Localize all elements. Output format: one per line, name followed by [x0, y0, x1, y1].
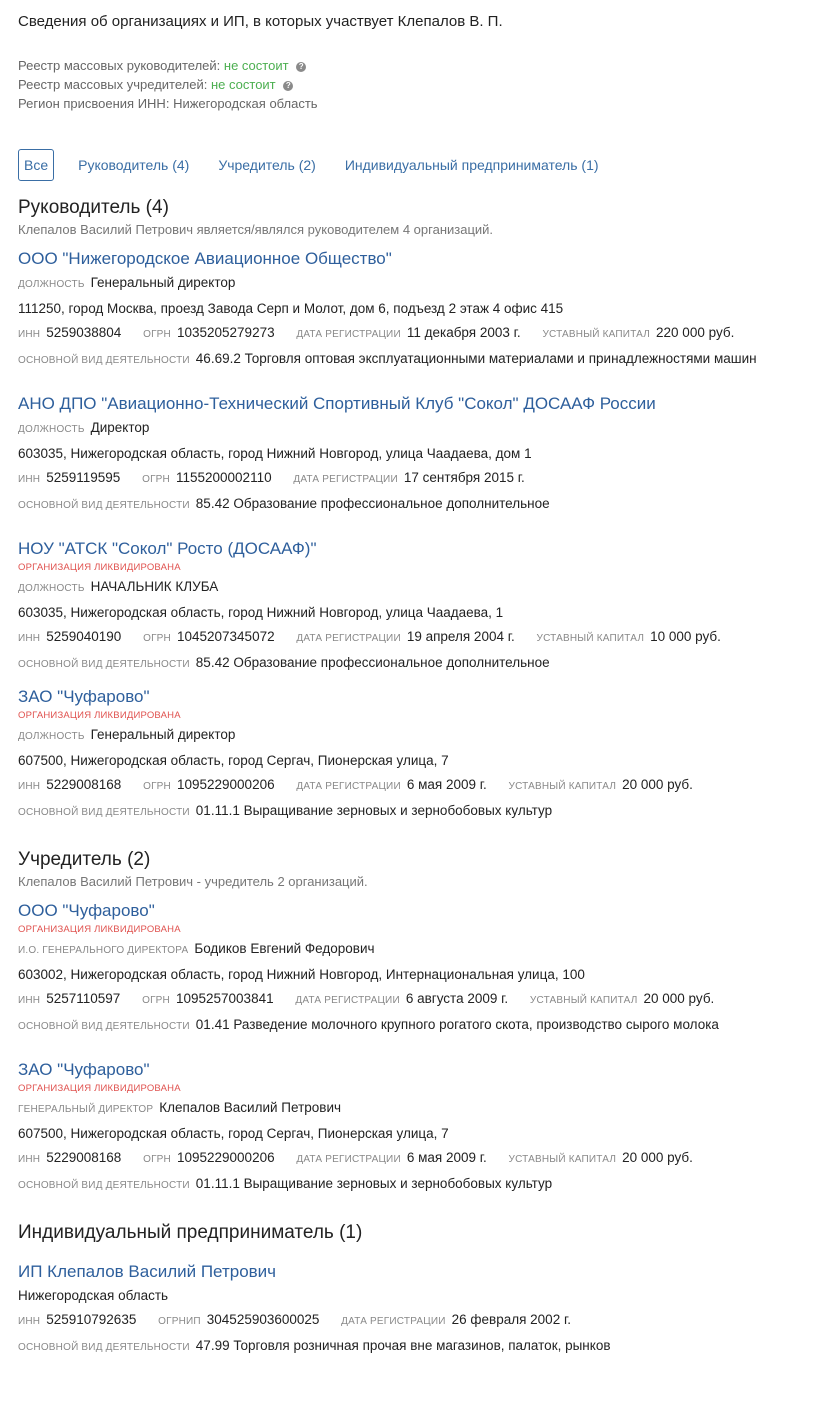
activity-label: ОСНОВНОЙ ВИД ДЕЯТЕЛЬНОСТИ — [18, 1342, 190, 1353]
ogrn-label: ОГРН — [143, 781, 171, 792]
founders-section-subtitle: Клепалов Василий Петрович - учредитель 2 организаций. — [18, 874, 368, 889]
activity-row — [18, 347, 811, 373]
activity-row — [18, 799, 811, 825]
activity-value: 85.42 Образование профессиональное дополнительное — [195, 655, 550, 670]
activity-label: ОСНОВНОЙ ВИД ДЕЯТЕЛЬНОСТИ — [18, 1021, 190, 1032]
liquidated-badge: ОРГАНИЗАЦИЯ ЛИКВИДИРОВАНА — [18, 1083, 181, 1094]
region-value: Нижегородская область — [173, 96, 318, 111]
inn-value: 525910792635 — [46, 1312, 137, 1327]
inn-value: 5259040190 — [46, 629, 122, 644]
liquidated-badge: ОРГАНИЗАЦИЯ ЛИКВИДИРОВАНА — [18, 710, 181, 721]
mass-heads-label: Реестр массовых руководителей: — [18, 58, 221, 73]
ogrnip-label: ОГРНИП — [158, 1316, 201, 1327]
reg-date-label: ДАТА РЕГИСТРАЦИИ — [293, 474, 398, 485]
inn-value: 5257110597 — [46, 991, 121, 1006]
acting-ceo-label: И.О. ГЕНЕРАЛЬНОГО ДИРЕКТОРА — [18, 945, 189, 956]
position-value: Директор — [90, 420, 150, 435]
requisites-row — [18, 466, 811, 492]
capital-value: 10 000 руб. — [650, 629, 721, 644]
address: 607500, Нижегородская область, город Сергач, Пионерская улица, 7 — [18, 753, 449, 768]
activity-label: ОСНОВНОЙ ВИД ДЕЯТЕЛЬНОСТИ — [18, 355, 190, 366]
capital-value: 20 000 руб. — [622, 777, 693, 792]
heads-section-subtitle: Клепалов Василий Петрович является/являлся руководителем 4 организаций. — [18, 222, 494, 237]
activity-value: 01.11.1 Выращивание зерновых и зернобобовых культур — [195, 803, 553, 818]
reg-date-value: 19 апреля 2004 г. — [406, 629, 515, 644]
position-row — [18, 271, 811, 297]
position-row — [18, 575, 811, 601]
ogrn-label: ОГРН — [143, 633, 171, 644]
activity-value: 47.99 Торговля розничная прочая вне магазинов, палаток, рынков — [195, 1338, 611, 1353]
org-card — [18, 899, 811, 1039]
address: 603035, Нижегородская область, город Нижний Новгород, улица Чаадаева, дом 1 — [18, 446, 532, 461]
activity-row — [18, 651, 811, 677]
ip-name-link[interactable]: ИП Клепалов Василий Петрович — [18, 1262, 277, 1281]
mass-heads-line — [18, 56, 811, 75]
ogrn-label: ОГРН — [143, 329, 171, 340]
ogrn-value: 1045207345072 — [176, 629, 275, 644]
position-label: ДОЛЖНОСТЬ — [18, 583, 85, 594]
founders-section-title: Учредитель (2) — [18, 849, 151, 870]
position-label: ДОЛЖНОСТЬ — [18, 731, 85, 742]
capital-label: УСТАВНЫЙ КАПИТАЛ — [536, 633, 645, 644]
reg-date-label: ДАТА РЕГИСТРАЦИИ — [341, 1316, 446, 1327]
reg-date-label: ДАТА РЕГИСТРАЦИИ — [296, 781, 401, 792]
inn-value: 5259119595 — [46, 470, 121, 485]
activity-row — [18, 492, 811, 518]
reg-date-value: 17 сентября 2015 г. — [403, 470, 525, 485]
org-name-link[interactable]: НОУ "АТСК "Сокол" Росто (ДОСААФ)" — [18, 539, 317, 558]
inn-label: ИНН — [18, 329, 41, 340]
activity-value: 01.41 Разведение молочного крупного рогатого скота, производство сырого молока — [195, 1017, 719, 1032]
region-label: Регион присвоения ИНН: — [18, 96, 170, 111]
ogrn-value: 1035205279273 — [176, 325, 275, 340]
activity-value: 01.11.1 Выращивание зерновых и зернобобовых культур — [195, 1176, 553, 1191]
mass-founders-value: не состоит — [210, 77, 276, 92]
position-row — [18, 416, 811, 442]
person-value: Бодиков Евгений Федорович — [194, 941, 375, 956]
address: 607500, Нижегородская область, город Сергач, Пионерская улица, 7 — [18, 1126, 449, 1141]
tab-heads[interactable]: Руководитель (4) — [78, 157, 190, 173]
inn-label: ИНН — [18, 633, 41, 644]
ogrnip-value: 304525903600025 — [206, 1312, 320, 1327]
activity-label: ОСНОВНОЙ ВИД ДЕЯТЕЛЬНОСТИ — [18, 500, 190, 511]
tab-ip[interactable]: Индивидуальный предприниматель (1) — [344, 157, 599, 173]
activity-row — [18, 1334, 811, 1360]
heads-section-title: Руководитель (4) — [18, 197, 169, 218]
activity-label: ОСНОВНОЙ ВИД ДЕЯТЕЛЬНОСТИ — [18, 1180, 190, 1191]
ogrn-label: ОГРН — [142, 995, 170, 1006]
inn-value: 5259038804 — [46, 325, 122, 340]
org-card — [18, 537, 811, 677]
reg-date-value: 6 августа 2009 г. — [405, 991, 509, 1006]
requisites-row — [18, 773, 811, 799]
mass-heads-value: не состоит — [223, 58, 289, 73]
org-name-link[interactable]: АНО ДПО "Авиационно-Технический Спортивный Клуб "Сокол" ДОСААФ России — [18, 394, 656, 413]
person-value: Клепалов Василий Петрович — [159, 1100, 342, 1115]
inn-label: ИНН — [18, 1154, 41, 1165]
reg-date-value: 6 мая 2009 г. — [406, 777, 487, 792]
org-card — [18, 685, 811, 825]
position-label: ДОЛЖНОСТЬ — [18, 279, 85, 290]
requisites-row — [18, 625, 811, 651]
capital-label: УСТАВНЫЙ КАПИТАЛ — [508, 1154, 617, 1165]
position-value: Генеральный директор — [90, 727, 236, 742]
position-value: Генеральный директор — [90, 275, 236, 290]
org-card — [18, 392, 811, 518]
page-title: Сведения об организациях и ИП, в которых участвует Клепалов В. П. — [18, 13, 503, 30]
ogrn-value: 1155200002110 — [175, 470, 272, 485]
capital-value: 20 000 руб. — [643, 991, 715, 1006]
ogrn-value: 1095229000206 — [176, 777, 275, 792]
position-row — [18, 723, 811, 749]
reg-date-label: ДАТА РЕГИСТРАЦИИ — [295, 995, 400, 1006]
filter-tabs — [18, 149, 811, 181]
activity-label: ОСНОВНОЙ ВИД ДЕЯТЕЛЬНОСТИ — [18, 807, 190, 818]
help-icon[interactable]: ? — [296, 62, 306, 72]
reg-date-label: ДАТА РЕГИСТРАЦИИ — [296, 329, 401, 340]
position-label: ДОЛЖНОСТЬ — [18, 424, 85, 435]
capital-label: УСТАВНЫЙ КАПИТАЛ — [542, 329, 651, 340]
info-block — [18, 56, 811, 113]
ip-card — [18, 1260, 811, 1360]
capital-label: УСТАВНЫЙ КАПИТАЛ — [508, 781, 617, 792]
capital-value: 20 000 руб. — [622, 1150, 693, 1165]
tab-founders[interactable]: Учредитель (2) — [218, 157, 316, 173]
org-name-link[interactable]: ЗАО "Чуфарово" — [18, 687, 150, 706]
ogrn-label: ОГРН — [142, 474, 170, 485]
reg-date-label: ДАТА РЕГИСТРАЦИИ — [296, 633, 401, 644]
org-name-link[interactable]: ЗАО "Чуфарово" — [18, 1060, 150, 1079]
activity-value: 46.69.2 Торговля оптовая эксплуатационными материалами и принадлежностями машин — [195, 351, 757, 366]
address: 603035, Нижегородская область, город Нижний Новгород, улица Чаадаева, 1 — [18, 605, 504, 620]
mass-founders-line — [18, 75, 811, 94]
capital-value: 220 000 руб. — [656, 325, 735, 340]
reg-date-value: 26 февраля 2002 г. — [451, 1312, 571, 1327]
ogrn-value: 1095229000206 — [176, 1150, 275, 1165]
person-row — [18, 937, 811, 963]
region-line — [18, 94, 811, 113]
activity-row — [18, 1013, 811, 1039]
reg-date-label: ДАТА РЕГИСТРАЦИИ — [296, 1154, 401, 1165]
org-name-link[interactable]: ООО "Нижегородское Авиационное Общество" — [18, 249, 392, 268]
mass-founders-label: Реестр массовых учредителей: — [18, 77, 208, 92]
reg-date-value: 11 декабря 2003 г. — [406, 325, 521, 340]
requisites-row — [18, 987, 811, 1013]
org-card — [18, 247, 811, 373]
address: 603002, Нижегородская область, город Нижний Новгород, Интернациональная улица, 100 — [18, 967, 585, 982]
liquidated-badge: ОРГАНИЗАЦИЯ ЛИКВИДИРОВАНА — [18, 562, 181, 573]
reg-date-value: 6 мая 2009 г. — [406, 1150, 487, 1165]
ip-region: Нижегородская область — [18, 1288, 169, 1303]
activity-row — [18, 1172, 811, 1198]
position-value: НАЧАЛЬНИК КЛУБА — [90, 579, 219, 594]
activity-value: 85.42 Образование профессиональное дополнительное — [195, 496, 550, 511]
inn-label: ИНН — [18, 1316, 41, 1327]
ceo-label: ГЕНЕРАЛЬНЫЙ ДИРЕКТОР — [18, 1104, 154, 1115]
inn-label: ИНН — [18, 474, 41, 485]
capital-label: УСТАВНЫЙ КАПИТАЛ — [529, 995, 638, 1006]
requisites-row — [18, 1146, 811, 1172]
ip-section-title: Индивидуальный предприниматель (1) — [18, 1222, 363, 1243]
requisites-row — [18, 321, 811, 347]
activity-label: ОСНОВНОЙ ВИД ДЕЯТЕЛЬНОСТИ — [18, 659, 190, 670]
inn-value: 5229008168 — [46, 1150, 122, 1165]
inn-label: ИНН — [18, 781, 41, 792]
ogrn-value: 1095257003841 — [175, 991, 274, 1006]
liquidated-badge: ОРГАНИЗАЦИЯ ЛИКВИДИРОВАНА — [18, 924, 181, 935]
help-icon[interactable]: ? — [283, 81, 293, 91]
tab-all[interactable]: Все — [18, 149, 54, 181]
person-row — [18, 1096, 811, 1122]
ogrn-label: ОГРН — [143, 1154, 171, 1165]
address: 111250, город Москва, проезд Завода Серп и Молот, дом 6, подъезд 2 этаж 4 офис 415 — [18, 301, 564, 316]
org-card — [18, 1058, 811, 1198]
org-name-link[interactable]: ООО "Чуфарово" — [18, 901, 155, 920]
inn-label: ИНН — [18, 995, 41, 1006]
inn-value: 5229008168 — [46, 777, 122, 792]
requisites-row — [18, 1308, 811, 1334]
